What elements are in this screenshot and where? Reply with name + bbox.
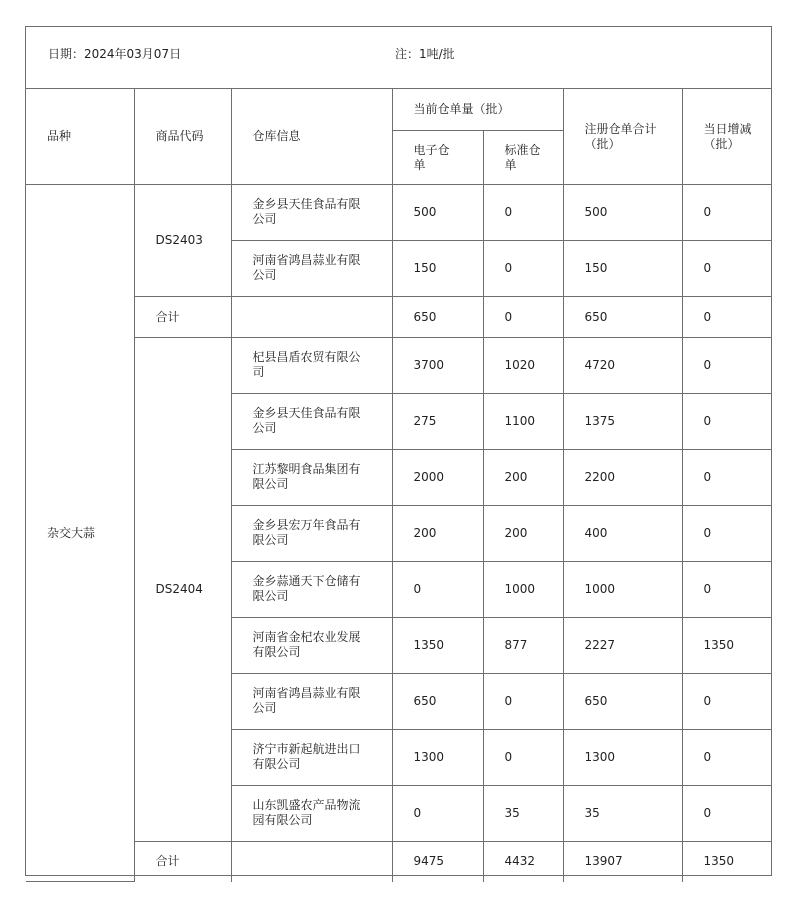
daily-change-cell: 0 [682,450,771,506]
table-row [26,185,771,241]
header-electronic: 电子仓 单 [392,131,483,185]
product-code-cell: DS2404 [134,338,231,842]
table-row [26,338,771,394]
registered-total-cell: 500 [563,185,682,241]
standard-receipts-cell: 0 [483,241,563,297]
warehouse-cell: 金乡县天佳食品有限 公司 [231,394,392,450]
electronic-receipts-cell: 200 [392,506,483,562]
registered-total-cell: 35 [563,786,682,842]
report-date: 日期：2024年03月07日 [48,47,182,61]
daily-change-cell: 0 [682,562,771,618]
daily-change-cell: 0 [682,674,771,730]
registered-total-cell: 400 [563,506,682,562]
electronic-receipts-cell: 0 [392,562,483,618]
warehouse-receipt-report [25,26,772,876]
electronic-receipts-cell: 500 [392,185,483,241]
registered-total-cell: 2200 [563,450,682,506]
subtotal-standard: 0 [483,297,563,338]
registered-total-cell: 4720 [563,338,682,394]
warehouse-cell: 河南省金杞农业发展 有限公司 [231,618,392,674]
subtotal-total: 650 [563,297,682,338]
standard-receipts-cell: 200 [483,506,563,562]
unit-note: 注：1吨/批 [395,47,455,61]
header-code: 商品代码 [134,89,231,185]
subtotal-electronic: 9475 [392,842,483,882]
standard-receipts-cell: 0 [483,185,563,241]
header-current-receipts: 当前仓单量（批） [392,89,563,131]
header-standard: 标准仓 单 [483,131,563,185]
daily-change-cell: 0 [682,185,771,241]
daily-change-cell: 1350 [682,618,771,674]
warehouse-cell: 河南省鸿昌蒜业有限 公司 [231,674,392,730]
variety-cell: 杂交大蒜 [26,185,134,882]
standard-receipts-cell: 1020 [483,338,563,394]
product-code-cell: DS2403 [134,185,231,297]
header-variety: 品种 [26,89,134,185]
electronic-receipts-cell: 3700 [392,338,483,394]
registered-total-cell: 1375 [563,394,682,450]
daily-change-cell: 0 [682,730,771,786]
standard-receipts-cell: 0 [483,730,563,786]
standard-receipts-cell: 1100 [483,394,563,450]
registered-total-cell: 150 [563,241,682,297]
registered-total-cell: 1000 [563,562,682,618]
warehouse-cell: 山东凯盛农产品物流 园有限公司 [231,786,392,842]
standard-receipts-cell: 0 [483,674,563,730]
report-info-row [26,27,771,89]
registered-total-cell: 650 [563,674,682,730]
header-registered-total: 注册仓单合计 （批） [563,89,682,185]
subtotal-row [26,842,771,882]
subtotal-standard: 4432 [483,842,563,882]
daily-change-cell: 0 [682,338,771,394]
warehouse-cell: 河南省鸿昌蒜业有限 公司 [231,241,392,297]
subtotal-total: 13907 [563,842,682,882]
warehouse-cell: 济宁市新起航进出口 有限公司 [231,730,392,786]
receipt-table [26,88,771,882]
header-row [26,89,771,131]
subtotal-change: 0 [682,297,771,338]
electronic-receipts-cell: 150 [392,241,483,297]
daily-change-cell: 0 [682,241,771,297]
registered-total-cell: 1300 [563,730,682,786]
standard-receipts-cell: 877 [483,618,563,674]
electronic-receipts-cell: 275 [392,394,483,450]
standard-receipts-cell: 1000 [483,562,563,618]
header-daily-change: 当日增减 （批） [682,89,771,185]
daily-change-cell: 0 [682,506,771,562]
standard-receipts-cell: 200 [483,450,563,506]
warehouse-cell: 江苏黎明食品集团有 限公司 [231,450,392,506]
standard-receipts-cell: 35 [483,786,563,842]
registered-total-cell: 2227 [563,618,682,674]
header-warehouse: 仓库信息 [231,89,392,185]
warehouse-cell: 杞县昌盾农贸有限公 司 [231,338,392,394]
warehouse-cell: 金乡县宏万年食品有 限公司 [231,506,392,562]
subtotal-change: 1350 [682,842,771,882]
electronic-receipts-cell: 0 [392,786,483,842]
subtotal-label: 合计 [134,842,231,882]
electronic-receipts-cell: 2000 [392,450,483,506]
electronic-receipts-cell: 1300 [392,730,483,786]
warehouse-cell: 金乡县天佳食品有限 公司 [231,185,392,241]
subtotal-label: 合计 [134,297,231,338]
daily-change-cell: 0 [682,394,771,450]
electronic-receipts-cell: 1350 [392,618,483,674]
warehouse-cell: 金乡蒜通天下仓储有 限公司 [231,562,392,618]
subtotal-warehouse [231,842,392,882]
electronic-receipts-cell: 650 [392,674,483,730]
daily-change-cell: 0 [682,786,771,842]
subtotal-electronic: 650 [392,297,483,338]
subtotal-warehouse [231,297,392,338]
subtotal-row [26,297,771,338]
